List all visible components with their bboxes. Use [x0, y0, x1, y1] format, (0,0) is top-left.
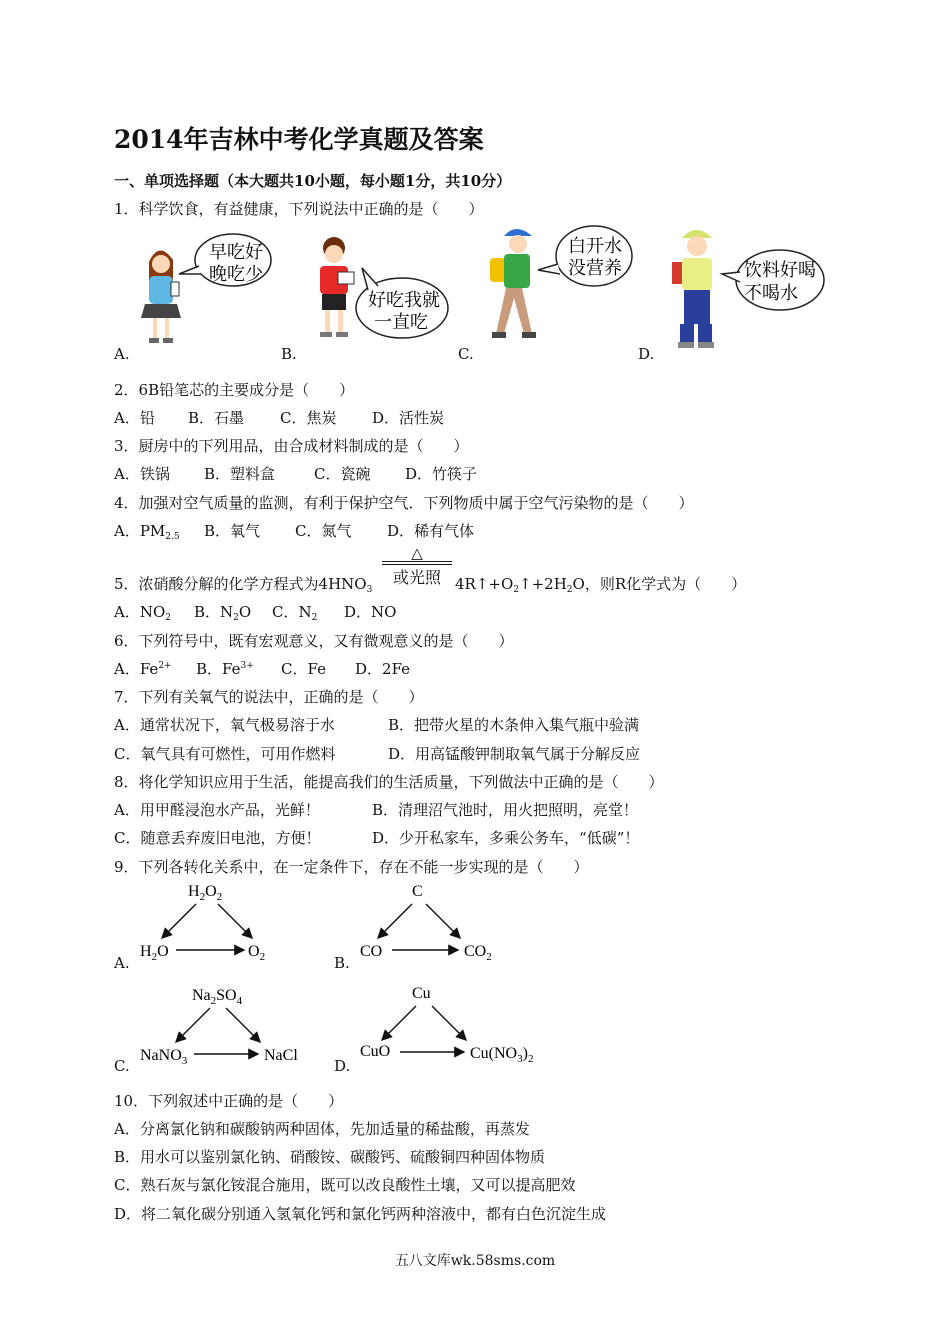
q10-option-d: D．将二氧化碳分别通入氢氧化钙和氯化钙两种溶液中，都有白色沉淀生成 — [114, 1205, 607, 1223]
q2-option-a: A．铅 — [114, 409, 155, 427]
q9-diagram-d — [356, 980, 546, 1070]
q1-label-d: D. — [638, 345, 655, 363]
diag-b-top: C — [412, 883, 423, 900]
q5-b-sub: 2 — [233, 613, 239, 623]
q10-option-b: B．用水可以鉴别氯化钠、硝酸铵、碳酸钙、硫酸铜四种固体物质 — [114, 1148, 546, 1166]
q9-label-a: A. — [114, 954, 130, 972]
q8-stem: 8．将化学知识应用于生活，能提高我们的生活质量，下列做法中正确的是（ ） — [114, 773, 664, 791]
section-heading: 一、单项选择题（本大题共10小题，每小题1分，共10分） — [114, 172, 512, 190]
bubble-b-line1: 好吃我就 — [368, 290, 440, 311]
q6-option-d: D．2Fe — [355, 660, 411, 678]
q5-option-d: D．NO — [344, 603, 397, 621]
q2-stem: 2．6B铅笔芯的主要成分是（ ） — [114, 381, 355, 399]
q3-option-a: A．铁锅 — [114, 465, 170, 483]
q6-stem: 6．下列符号中，既有宏观意义，又有微观意义的是（ ） — [114, 632, 514, 650]
diag-a-top: $H_2O_2$ — [188, 883, 223, 903]
q4-option-b: B．氧气 — [204, 522, 261, 540]
q5-c-sub: 2 — [311, 613, 318, 623]
q5-b-tail: O — [238, 603, 252, 621]
diag-c-top: $Na_2SO_4$ — [192, 987, 243, 1007]
q1-picture-a — [135, 232, 285, 352]
diag-a-right: $O_2$ — [248, 943, 266, 963]
q4-pm-subscript: 2.5 — [165, 532, 180, 542]
q3-option-d: D．竹筷子 — [405, 465, 478, 483]
bubble-d-line1: 饮料好喝 — [744, 260, 816, 281]
q5-sub-3: 3 — [366, 585, 373, 595]
q3-option-b: B．塑料盒 — [204, 465, 276, 483]
q1-picture-d — [664, 224, 829, 349]
page-title: 2014年吉林中考化学真题及答案 — [114, 125, 484, 154]
q5-condition-bottom: 或光照 — [392, 568, 441, 587]
q5-option-c — [272, 601, 317, 623]
q7-option-c: C．氧气具有可燃性，可用作燃料 — [114, 745, 336, 763]
diag-a-left: $H_2O$ — [140, 943, 169, 963]
drinker-figure — [672, 230, 714, 348]
bubble-b-line2: 一直吃 — [374, 312, 428, 333]
q1-picture-b — [306, 232, 456, 352]
boy-figure — [320, 237, 354, 337]
diag-c-right: NaCl — [264, 1047, 298, 1064]
q5-text-b: 4R↑+O — [455, 575, 514, 593]
q10-stem: 10．下列叙述中正确的是（ ） — [114, 1092, 344, 1110]
girl-figure — [141, 250, 181, 343]
q6-b-text: B．Fe — [196, 660, 241, 678]
q10-option-c: C．熟石灰与氯化铵混合施用，既可以改良酸性土壤，又可以提高肥效 — [114, 1176, 576, 1194]
q2-option-d: D．活性炭 — [372, 409, 445, 427]
q1-label-b: B. — [281, 345, 297, 363]
q9-stem: 9．下列各转化关系中，在一定条件下，存在不能一步实现的是（ ） — [114, 858, 589, 876]
q7-option-b: B．把带火星的木条伸入集气瓶中验满 — [388, 716, 640, 734]
q7-option-d: D．用高锰酸钾制取氧气属于分解反应 — [388, 745, 641, 763]
diag-b-left: CO — [360, 943, 383, 960]
q8-option-b: B．清理沼气池时，用火把照明，亮堂！ — [372, 801, 639, 819]
q5-c-text: C．N — [272, 603, 312, 621]
hiker-figure — [490, 229, 536, 338]
q9-label-d: D. — [334, 1057, 351, 1075]
q6-b-sup: 3+ — [240, 661, 254, 671]
q1-stem: 1．科学饮食，有益健康，下列说法中正确的是（ ） — [114, 200, 484, 218]
page-footer: 五八文库wk.58sms.com — [394, 1253, 556, 1269]
diag-c-left: NaNO$_3$ — [140, 1047, 188, 1067]
q2-option-c: C．焦炭 — [280, 409, 337, 427]
q5-a-text: A．NO — [114, 603, 166, 621]
q4-stem: 4．加强对空气质量的监测，有利于保护空气．下列物质中属于空气污染物的是（ ） — [114, 494, 694, 512]
q4-option-d: D．稀有气体 — [387, 522, 475, 540]
q5-condition-top: △ — [411, 544, 423, 562]
bubble-d-line2: 不喝水 — [744, 283, 798, 304]
q9-diagram-c — [134, 980, 309, 1070]
q8-option-a: A．用甲醛浸泡水产品，光鲜！ — [114, 801, 320, 819]
q8-option-d: D．少开私家车，多乘公务车，“低碳”！ — [372, 829, 640, 847]
diag-d-right: $Cu(NO_3)_2$ — [470, 1045, 534, 1065]
q4-option-c: C．氮气 — [295, 522, 352, 540]
q5-sub-2b: 2 — [566, 585, 573, 595]
diag-d-top: Cu — [412, 985, 431, 1002]
bubble-a-line2: 晚吃少 — [209, 264, 263, 285]
q1-picture-c — [486, 222, 636, 347]
q7-stem: 7．下列有关氧气的说法中，正确的是（ ） — [114, 688, 424, 706]
q3-option-c: C．瓷碗 — [314, 465, 371, 483]
q5-stem-part1 — [114, 573, 372, 595]
q6-option-b — [196, 658, 254, 679]
q1-label-a: A. — [114, 345, 130, 363]
q9-diagram-b — [356, 876, 506, 966]
q5-text-a: 5．浓硝酸分解的化学方程式为4HNO — [114, 575, 367, 593]
q5-a-sub: 2 — [165, 613, 171, 623]
q8-option-c: C．随意丢弃废旧电池，方便！ — [114, 829, 321, 847]
q5-stem-part2 — [455, 573, 746, 595]
q4-option-a-text: A．PM — [114, 522, 166, 540]
q9-label-c: C. — [114, 1057, 130, 1075]
q5-option-a — [114, 601, 171, 623]
q5-option-b — [194, 601, 251, 623]
bubble-c-line1: 白开水 — [568, 236, 622, 257]
bubble-a-line1: 早吃好 — [209, 242, 263, 263]
q10-option-a: A．分离氯化钠和碳酸钠两种固体，先加适量的稀盐酸，再蒸发 — [114, 1120, 530, 1138]
q2-option-b: B．石墨 — [188, 409, 245, 427]
q9-diagram-a — [134, 876, 284, 966]
q1-label-c: C. — [458, 345, 474, 363]
q9-label-b: B. — [334, 954, 350, 972]
bubble-c-line2: 没营养 — [568, 258, 622, 279]
q5-b-text: B．N — [194, 603, 234, 621]
q4-option-a — [114, 520, 180, 542]
q6-a-sup: 2+ — [158, 661, 172, 671]
q6-a-text: A．Fe — [114, 660, 159, 678]
diag-d-left: CuO — [360, 1043, 391, 1060]
q6-option-c: C．Fe — [281, 660, 326, 678]
q5-text-d: O，则R化学式为（ ） — [572, 575, 747, 593]
q7-option-a: A．通常状况下，氧气极易溶于水 — [114, 716, 335, 734]
diag-b-right: $CO_2$ — [464, 943, 492, 963]
q6-option-a — [114, 658, 172, 679]
q5-sub-2a: 2 — [513, 585, 520, 595]
q3-stem: 3．厨房中的下列用品，由合成材料制成的是（ ） — [114, 437, 469, 455]
q5-text-c: ↑+2H — [519, 575, 567, 593]
